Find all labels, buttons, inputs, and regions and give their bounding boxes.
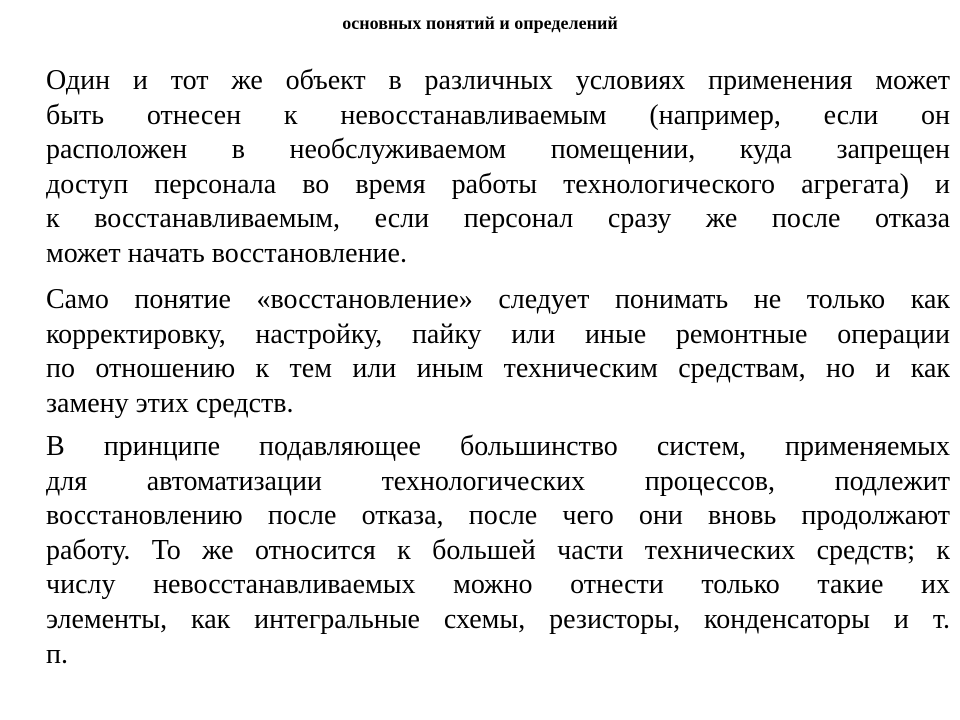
text-line: корректировку, настройку, пайку или иные ремонтные операции bbox=[46, 318, 950, 350]
text-line: может начать восстановление. bbox=[46, 237, 407, 269]
paragraph-1 bbox=[46, 64, 950, 272]
text-line: Само понятие «восстановление» следует понимать не только как bbox=[46, 284, 950, 315]
text-line: восстановлению после отказа, после чего они вновь продолжают bbox=[46, 500, 950, 532]
paragraph-2 bbox=[46, 283, 950, 421]
section-title: основных понятий и определений bbox=[342, 13, 618, 33]
text-line: элементы, как интегральные схемы, резисторы, конденсаторы и т. bbox=[46, 603, 950, 635]
text-line: быть отнесен к невосстанавливаемым (например, если он bbox=[46, 99, 950, 131]
text-line: замену этих средств. bbox=[46, 387, 294, 419]
text-line: работу. То же относится к большей части технических средств; к bbox=[46, 534, 950, 566]
text-line: числу невосстанавливаемых можно отнести только такие их bbox=[46, 569, 950, 601]
paragraph-3 bbox=[46, 430, 950, 672]
text-line: расположен в необслуживаемом помещении, куда запрещен bbox=[46, 134, 950, 166]
text-line: доступ персонала во время работы технологического агрегата) и bbox=[46, 168, 950, 200]
text-line: для автоматизации технологических процессов, подлежит bbox=[46, 465, 950, 497]
text-line: по отношению к тем или иным техническим средствам, но и как bbox=[46, 353, 950, 385]
text-line: Один и тот же объект в различных условиях применения может bbox=[46, 65, 950, 96]
text-line: к восстанавливаемым, если персонал сразу же после отказа bbox=[46, 203, 950, 235]
text-line: п. bbox=[46, 638, 68, 670]
text-line: В принципе подавляющее большинство систем, применяемых bbox=[46, 431, 950, 462]
